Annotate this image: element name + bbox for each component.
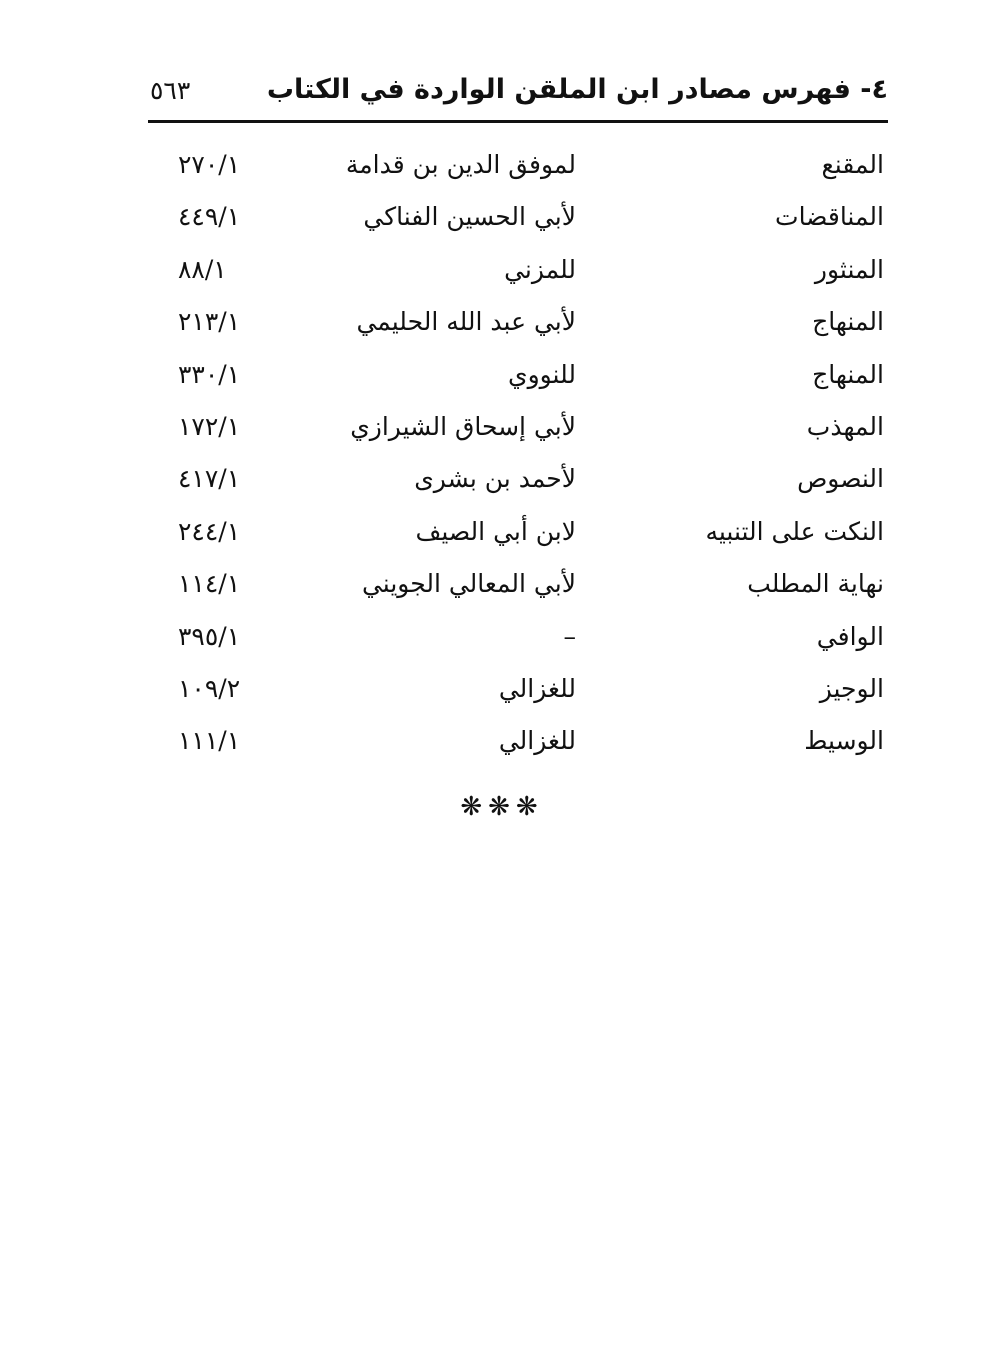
index-entry bbox=[148, 297, 888, 349]
index-entry bbox=[148, 612, 888, 664]
index-entry bbox=[148, 559, 888, 611]
entry-author: لأبي المعالي الجويني bbox=[361, 569, 576, 599]
entry-reference: ٣٣٠/١ bbox=[178, 359, 241, 389]
index-entry bbox=[148, 664, 888, 716]
entry-title: النكت على التنبيه bbox=[705, 516, 884, 546]
entry-author: للمزني bbox=[504, 254, 576, 284]
index-entry bbox=[148, 507, 888, 559]
entry-title: النصوص bbox=[797, 464, 884, 494]
entry-title: المنهاج bbox=[812, 307, 884, 337]
page-number: ٥٦٣ bbox=[150, 76, 191, 105]
entry-reference: ٤٤٩/١ bbox=[178, 202, 241, 232]
entry-reference: ٣٩٥/١ bbox=[178, 621, 241, 651]
entry-reference: ٨٨/١ bbox=[178, 254, 227, 284]
entry-author: – bbox=[563, 621, 576, 651]
entry-reference: ١١٤/١ bbox=[178, 569, 241, 599]
index-entry bbox=[148, 716, 888, 768]
header-divider bbox=[148, 120, 888, 123]
sources-index-list bbox=[148, 140, 888, 769]
index-entry bbox=[148, 245, 888, 297]
entry-title: المنثور bbox=[814, 254, 884, 284]
entry-author: للنووي bbox=[508, 359, 576, 389]
entry-title: الوجيز bbox=[819, 673, 884, 703]
entry-reference: ٢٤٤/١ bbox=[178, 516, 241, 546]
page-header bbox=[148, 70, 888, 120]
entry-author: لأبي الحسين الفناكي bbox=[363, 202, 576, 232]
entry-author: للغزالي bbox=[498, 673, 576, 703]
entry-reference: ١٧٢/١ bbox=[178, 411, 241, 441]
entry-author: لأحمد بن بشرى bbox=[414, 464, 576, 494]
index-entry bbox=[148, 350, 888, 402]
entry-reference: ٢١٣/١ bbox=[178, 307, 241, 337]
entry-title: الوافي bbox=[816, 621, 884, 651]
entry-title: نهاية المطلب bbox=[747, 569, 884, 599]
entry-title: المقنع bbox=[821, 150, 884, 179]
index-entry bbox=[148, 140, 888, 192]
entry-title: الوسيط bbox=[804, 726, 884, 756]
section-end-ornament: ❋❋❋ bbox=[460, 792, 544, 822]
section-title: ٤- فهرس مصادر ابن الملقن الواردة في الكتاب bbox=[266, 74, 888, 105]
entry-author: لابن أبي الصيف bbox=[415, 516, 576, 546]
entry-reference: ١٠٩/٢ bbox=[178, 673, 241, 703]
entry-author: لأبي إسحاق الشيرازي bbox=[350, 411, 576, 441]
entry-author: للغزالي bbox=[498, 726, 576, 756]
index-entry bbox=[148, 454, 888, 506]
index-entry bbox=[148, 192, 888, 244]
entry-reference: ١١١/١ bbox=[178, 726, 241, 756]
entry-title: المهذب bbox=[806, 411, 884, 441]
entry-reference: ٢٧٠/١ bbox=[178, 150, 241, 179]
entry-reference: ٤١٧/١ bbox=[178, 464, 241, 494]
entry-author: لموفق الدين بن قدامة bbox=[345, 150, 576, 179]
index-entry bbox=[148, 402, 888, 454]
entry-title: المنهاج bbox=[812, 359, 884, 389]
entry-title: المناقضات bbox=[775, 202, 884, 232]
entry-author: لأبي عبد الله الحليمي bbox=[356, 307, 576, 337]
